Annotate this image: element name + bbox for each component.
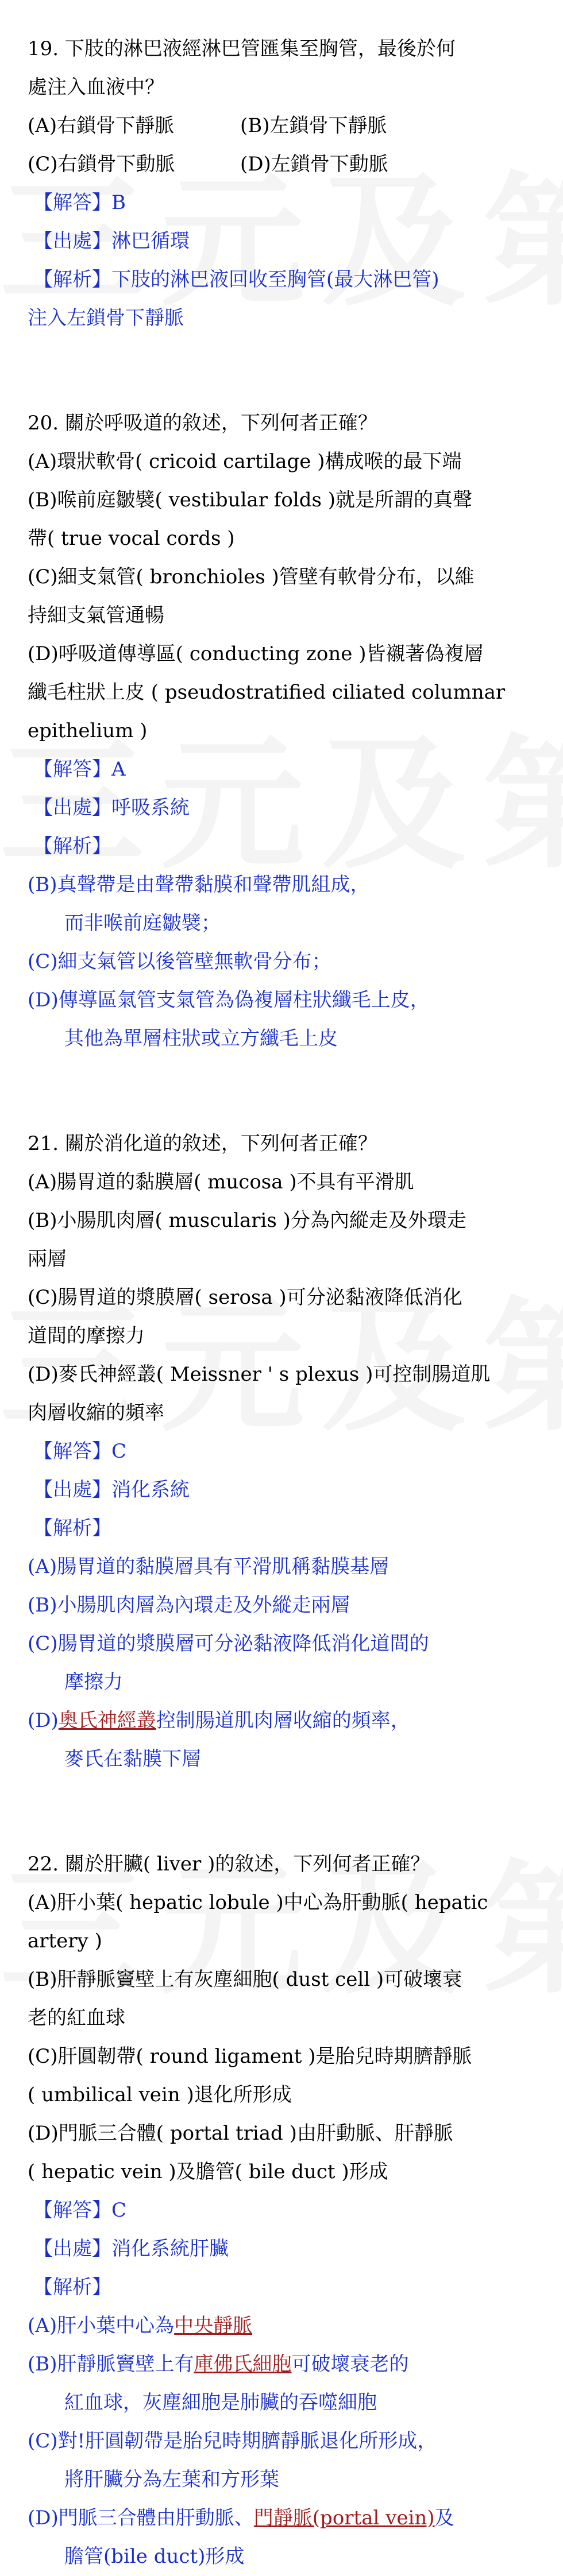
option-d: 纖毛柱狀上皮 ( pseudostratified ciliated columnar bbox=[28, 681, 506, 704]
source: 【出處】呼吸系統 bbox=[33, 796, 190, 819]
highlight-term: 中央靜脈 bbox=[174, 2314, 253, 2337]
option-b: (B)左鎖骨下靜脈 bbox=[240, 114, 387, 137]
source: 【出處】消化系統 bbox=[33, 1478, 190, 1501]
explanation: (D)傳導區氣管支氣管為偽複層柱狀纖毛上皮， bbox=[28, 989, 430, 1012]
option-a: (A)肝小葉( hepatic lobule )中心為肝動脈( hepatic bbox=[28, 1891, 488, 1914]
explanation bbox=[28, 1702, 547, 1740]
question-19 bbox=[28, 30, 547, 338]
option-d: (D)門脈三合體( portal triad )由肝動脈、肝靜脈 bbox=[28, 2122, 453, 2145]
explanation: 摩擦力 bbox=[64, 1671, 123, 1694]
explanation-label: 【解析】 bbox=[33, 1517, 111, 1540]
explanation bbox=[28, 2307, 547, 2345]
explanation-part: 及 bbox=[434, 2507, 454, 2529]
explanation: 而非喉前庭皺襞； bbox=[64, 912, 221, 935]
explanation bbox=[28, 2499, 547, 2538]
explanation-part: (B)肝靜脈竇壁上有 bbox=[28, 2353, 194, 2376]
explanation-part: 可破壞衰老的 bbox=[291, 2353, 409, 2376]
explanation: (B)真聲帶是由聲帶黏膜和聲帶肌組成， bbox=[28, 873, 370, 896]
source: 【出處】淋巴循環 bbox=[33, 230, 190, 253]
question-stem: 20. 關於呼吸道的敘述，下列何者正確？ bbox=[28, 412, 377, 435]
explanation-part: (A)肝小葉中心為 bbox=[28, 2314, 175, 2337]
option-c: 道間的摩擦力 bbox=[28, 1324, 145, 1347]
question-21 bbox=[28, 1125, 547, 1779]
option-row bbox=[28, 107, 547, 145]
question-stem: 22. 關於肝臟( liver )的敘述，下列何者正確？ bbox=[28, 1853, 430, 1876]
highlight-term: 奧氏神經叢 bbox=[58, 1709, 156, 1732]
answer: 【解答】B bbox=[33, 191, 126, 214]
explanation: (C)細支氣管以後管壁無軟骨分布； bbox=[28, 950, 331, 973]
explanation-part: (D) bbox=[28, 1709, 59, 1732]
option-a: (A)環狀軟骨( cricoid cartilage )構成喉的最下端 bbox=[28, 450, 462, 473]
option-d: (D)呼吸道傳導區( conducting zone )皆襯著偽複層 bbox=[28, 642, 484, 665]
source: 【出處】消化系統肝臟 bbox=[33, 2237, 229, 2260]
option-c: (C)右鎖骨下動脈 bbox=[28, 153, 175, 176]
question-stem: 19. 下肢的淋巴液經淋巴管匯集至胸管，最後於何 bbox=[28, 37, 456, 60]
option-c: (C)細支氣管( bronchioles )管壁有軟骨分布，以維 bbox=[28, 565, 475, 588]
option-row bbox=[28, 145, 547, 184]
explanation bbox=[28, 2345, 547, 2384]
question-20 bbox=[28, 404, 547, 1058]
option-d: ( hepatic vein )及膽管( bile duct )形成 bbox=[28, 2160, 388, 2183]
explanation-part: 控制腸道肌肉層收縮的頻率， bbox=[156, 1709, 410, 1732]
explanation: 注入左鎖骨下靜脈 bbox=[28, 307, 184, 330]
option-a: artery ) bbox=[28, 1930, 102, 1953]
option-d: (D)左鎖骨下動脈 bbox=[240, 153, 388, 176]
explanation: 麥氏在黏膜下層 bbox=[64, 1748, 201, 1771]
option-a: (A)腸胃道的黏膜層( mucosa )不具有平滑肌 bbox=[28, 1171, 414, 1194]
option-b: (B)喉前庭皺襞( vestibular folds )就是所謂的真聲 bbox=[28, 489, 472, 512]
option-c: 持細支氣管通暢 bbox=[28, 604, 164, 627]
option-a: (A)右鎖骨下靜脈 bbox=[28, 114, 175, 137]
explanation: (A)腸胃道的黏膜層具有平滑肌稱黏膜基層 bbox=[28, 1555, 390, 1578]
option-d: 肉層收縮的頻率 bbox=[28, 1401, 164, 1424]
option-b: 老的紅血球 bbox=[28, 2006, 125, 2029]
highlight-term: 庫佛氏細胞 bbox=[194, 2353, 292, 2376]
question-stem: 處注入血液中？ bbox=[28, 76, 164, 99]
explanation: (C)對!肝圓韌帶是胎兒時期臍靜脈退化所形成， bbox=[28, 2430, 437, 2453]
explanation-part: (D)門脈三合體由肝動脈、 bbox=[28, 2507, 254, 2529]
explanation: 膽管(bile duct)形成 bbox=[64, 2545, 245, 2568]
question-22 bbox=[28, 1845, 547, 2576]
option-d: epithelium ) bbox=[28, 719, 148, 742]
explanation: (C)腸胃道的漿膜層可分泌黏液降低消化道間的 bbox=[28, 1632, 429, 1655]
option-b: 兩層 bbox=[28, 1248, 67, 1270]
explanation-label: 【解析】 bbox=[33, 835, 111, 858]
explanation: 將肝臟分為左葉和方形葉 bbox=[64, 2468, 279, 2491]
highlight-term: 門靜脈(portal vein) bbox=[253, 2507, 435, 2529]
explanation: 紅血球，灰塵細胞是肺臟的吞噬細胞 bbox=[64, 2391, 377, 2414]
answer: 【解答】C bbox=[33, 2199, 127, 2222]
explanation-label: 【解析】 bbox=[33, 2276, 111, 2299]
option-c: (C)肝圓韌帶( round ligament )是胎兒時期臍靜脈 bbox=[28, 2045, 472, 2068]
explanation: 【解析】下肢的淋巴液回收至胸管(最大淋巴管) bbox=[33, 268, 439, 291]
answer: 【解答】A bbox=[33, 758, 126, 781]
option-b: (B)小腸肌肉層( muscularis )分為內縱走及外環走 bbox=[28, 1209, 466, 1232]
explanation: 其他為單層柱狀或立方纖毛上皮 bbox=[64, 1027, 338, 1050]
option-b: (B)肝靜脈竇壁上有灰塵細胞( dust cell )可破壞衰 bbox=[28, 1968, 462, 1991]
explanation: (B)小腸肌肉層為內環走及外縱走兩層 bbox=[28, 1594, 350, 1617]
option-c: (C)腸胃道的漿膜層( serosa )可分泌黏液降低消化 bbox=[28, 1286, 462, 1309]
option-b: 帶( true vocal cords ) bbox=[28, 527, 235, 550]
answer: 【解答】C bbox=[33, 1440, 127, 1463]
option-c: ( umbilical vein )退化所形成 bbox=[28, 2083, 292, 2106]
option-d: (D)麥氏神經叢( Meissner ' s plexus )可控制腸道肌 bbox=[28, 1363, 491, 1386]
question-stem: 21. 關於消化道的敘述，下列何者正確？ bbox=[28, 1132, 377, 1155]
